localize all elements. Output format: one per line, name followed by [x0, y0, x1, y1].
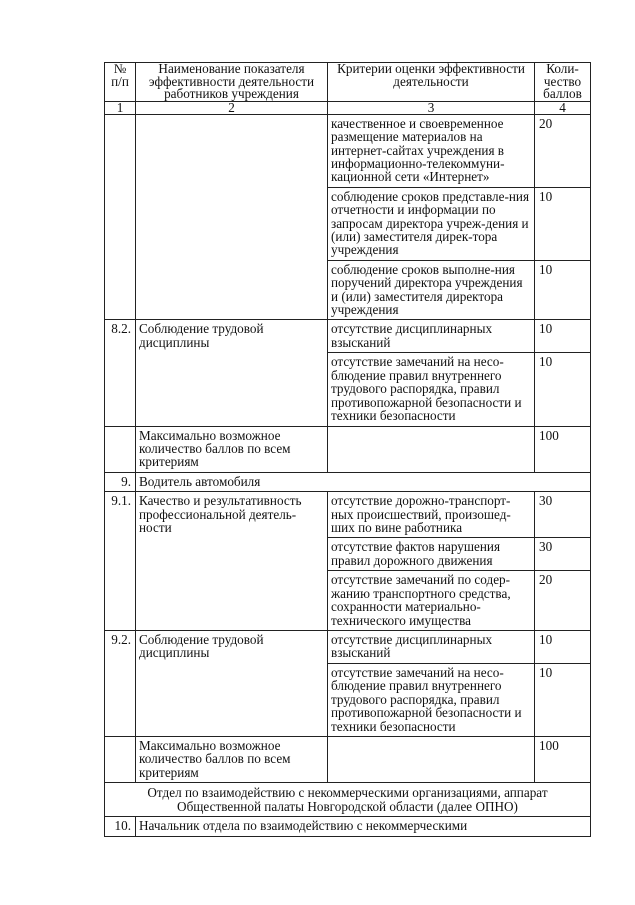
criteria-cell: отсутствие дисциплинарных взысканий	[328, 630, 535, 663]
points-cell: 20	[535, 114, 591, 187]
index-cell: 2	[136, 101, 328, 114]
header-indicator-name: Наименование показателя эффективности деятельности работников учреждения	[136, 63, 328, 102]
table-row	[105, 320, 591, 353]
index-cell: 1	[105, 101, 136, 114]
criteria-cell: качественное и своевременное размещение материалов на интернет-сайтах учреждения в информационно-телекоммуни-кационной сети «Интернет»	[328, 114, 535, 187]
points-cell: 10	[535, 630, 591, 663]
number-cell: 9.	[105, 472, 136, 491]
points-cell: 100	[535, 426, 591, 472]
criteria-cell: отсутствие замечаний на несо-блюдение правил внутреннего трудового распорядка, правил противопожарной безопасности и техники безопасности	[328, 353, 535, 426]
points-cell: 10	[535, 663, 591, 736]
number-cell: 8.2.	[105, 320, 136, 426]
table-index-row	[105, 101, 591, 114]
header-number: № п/п	[105, 63, 136, 102]
index-cell: 4	[535, 101, 591, 114]
criteria-cell: отсутствие замечаний на несо-блюдение правил внутреннего трудового распорядка, правил противопожарной безопасности и техники безопасности	[328, 663, 535, 736]
indicator-cell: Качество и результативность профессиональной деятель-ности	[136, 492, 328, 631]
indicator-cell: Соблюдение трудовой дисциплины	[136, 320, 328, 426]
number-cell: 9.2.	[105, 630, 136, 736]
table-row	[105, 472, 591, 491]
position-title: Начальник отдела по взаимодействию с некоммерческими	[136, 817, 591, 836]
points-cell: 30	[535, 538, 591, 571]
number-cell: 10.	[105, 817, 136, 836]
number-cell	[105, 426, 136, 472]
position-title: Водитель автомобиля	[136, 472, 591, 491]
points-cell: 100	[535, 737, 591, 783]
number-cell	[105, 737, 136, 783]
index-cell: 3	[328, 101, 535, 114]
criteria-cell: отсутствие дисциплинарных взысканий	[328, 320, 535, 353]
table-row	[105, 426, 591, 472]
criteria-table	[104, 62, 591, 837]
indicator-cell	[136, 114, 328, 320]
table-row	[105, 630, 591, 663]
points-cell: 20	[535, 571, 591, 631]
criteria-cell	[328, 426, 535, 472]
department-heading: Отдел по взаимодействию с некоммерческими организациями, аппарат Общественной палаты Новгородской области (далее ОПНО)	[105, 783, 591, 817]
table-row	[105, 783, 591, 817]
points-cell: 10	[535, 260, 591, 320]
criteria-cell	[328, 737, 535, 783]
table-row	[105, 737, 591, 783]
header-points: Коли-чество баллов	[535, 63, 591, 102]
table-row	[105, 492, 591, 538]
points-cell: 10	[535, 187, 591, 260]
table-row	[105, 817, 591, 836]
points-cell: 10	[535, 353, 591, 426]
indicator-cell: Соблюдение трудовой дисциплины	[136, 630, 328, 736]
points-cell: 10	[535, 320, 591, 353]
criteria-cell: отсутствие фактов нарушения правил дорожного движения	[328, 538, 535, 571]
table-row	[105, 114, 591, 187]
table-header-row	[105, 63, 591, 102]
criteria-cell: соблюдение сроков представле-ния отчетности и информации по запросам директора учреж-дения и (или) заместителя дирек-тора учреждения	[328, 187, 535, 260]
header-criteria: Критерии оценки эффективности деятельности	[328, 63, 535, 102]
criteria-cell: соблюдение сроков выполне-ния поручений директора учреждения и (или) заместителя директора учреждения	[328, 260, 535, 320]
number-cell: 9.1.	[105, 492, 136, 631]
number-cell	[105, 114, 136, 320]
max-points-label: Максимально возможное количество баллов по всем критериям	[136, 426, 328, 472]
criteria-cell: отсутствие замечаний по содер-жанию транспортного средства, сохранности материально-технического имущества	[328, 571, 535, 631]
criteria-cell: отсутствие дорожно-транспорт-ных происшествий, произошед-ших по вине работника	[328, 492, 535, 538]
points-cell: 30	[535, 492, 591, 538]
max-points-label: Максимально возможное количество баллов по всем критериям	[136, 737, 328, 783]
